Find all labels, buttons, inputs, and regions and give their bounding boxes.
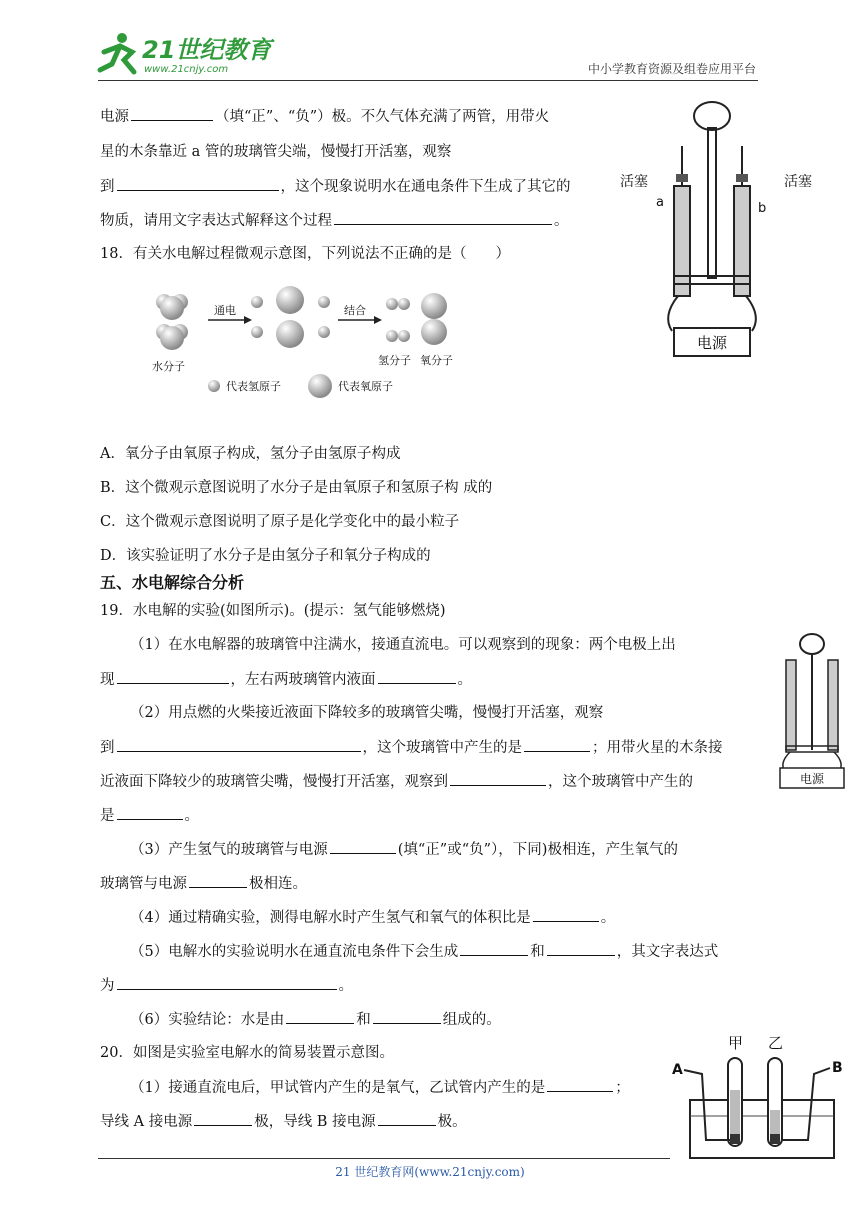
electrolyzer-figure-small: [772, 630, 852, 790]
fig1-stopcock-left-label: 活塞: [620, 174, 648, 190]
q19-p2-line1: （2）用点燃的火柴接近液面下降较多的玻璃管尖嘴，慢慢打开活塞，观察: [130, 705, 604, 721]
arrow1-label: 通电: [214, 304, 236, 317]
test-tube-electrolysis-figure: [672, 1030, 852, 1162]
q19-stem: 19．水电解的实验(如图所示)。(提示：氢气能够燃烧): [100, 603, 446, 619]
q20-p1-line1: （1）接通直流电后，甲试管内产生的是氧气，乙试管内产生的是 ；: [130, 1077, 630, 1098]
electrolysis-apparatus-figure: [612, 96, 812, 366]
q19-p6: （6）实验结论：水是由 和 组成的。: [130, 1009, 501, 1030]
runner-logo-icon: [100, 33, 134, 72]
q19-p3-line2: 玻璃管与电源 极相连。: [100, 873, 307, 894]
section-title: 五、水电解综合分析: [100, 573, 245, 592]
site-logo: [94, 30, 274, 80]
q17-line-2: 星的木条靠近 a 管的玻璃管尖端，慢慢打开活塞，观察: [100, 144, 452, 160]
water-molecule-diagram: [142, 280, 472, 400]
q19-p1-line2: 现 ，左右两玻璃管内液面 。: [100, 669, 472, 690]
label-jia: 甲: [728, 1034, 744, 1052]
q18-option-d: D．该实验证明了水分子是由氢分子和氧分子构成的: [100, 548, 431, 564]
q18-option-b: B．这个微观示意图说明了水分子是由氧原子和氢原子构 成的: [100, 480, 493, 496]
logo-url: www.21cnjy.com: [144, 64, 229, 75]
q18-stem: 18．有关水电解过程微观示意图，下列说法不正确的是（ ）: [100, 246, 510, 262]
header-divider: [98, 80, 758, 81]
label-yi: 乙: [768, 1034, 784, 1052]
fig1-stopcock-right-label: 活塞: [784, 174, 812, 190]
q18-option-a: A．氧分子由氧原子构成，氢分子由氢原子构成: [100, 446, 401, 462]
q17-line-1: 电源 （填“正”、“负”）极。不久气体充满了两管，用带火: [100, 106, 549, 127]
q19-p2-line4: 是 。: [100, 805, 199, 826]
fig1-label-b: b: [758, 201, 767, 216]
q19-p1-line1: （1）在水电解器的玻璃管中注满水，接通直流电。可以观察到的现象：两个电极上出: [130, 637, 676, 653]
label-hydrogen-molecule: 氢分子: [378, 354, 411, 367]
legend-oxygen: 代表氧原子: [338, 380, 393, 393]
q19-p2-line3: 近液面下降较少的玻璃管尖嘴，慢慢打开活塞，观察到 ，这个玻璃管中产生的: [100, 771, 693, 792]
q19-p4: （4）通过精确实验，测得电解水时产生氢气和氧气的体积比是 。: [130, 907, 615, 928]
q20-stem: 20．如图是实验室电解水的简易装置示意图。: [100, 1045, 394, 1061]
label-wire-a: A: [672, 1062, 683, 1078]
q18-option-c: C．这个微观示意图说明了原子是化学变化中的最小粒子: [100, 514, 460, 530]
label-water-molecule: 水分子: [152, 360, 185, 373]
q20-p1-line2: 导线 A 接电源 极，导线 B 接电源 极。: [100, 1111, 467, 1132]
q17-line-4: 物质，请用文字表达式解释这个过程 。: [100, 210, 569, 231]
footer-text: 21 世纪教育网(www.21cnjy.com): [335, 1165, 525, 1179]
fig1-label-a: a: [656, 195, 664, 210]
arrow2-label: 结合: [344, 304, 366, 317]
fig2-power-label: 电源: [799, 772, 825, 786]
header-platform-text: 中小学教育资源及组卷应用平台: [587, 62, 756, 76]
q19-p3-line1: （3）产生氢气的玻璃管与电源 (填“正”或“负”），下同)极相连，产生氧气的: [130, 839, 678, 860]
label-wire-b: B: [832, 1060, 843, 1076]
q17-line-3: 到 ，这个现象说明水在通电条件下生成了其它的: [100, 176, 571, 197]
q19-p2-line2: 到 ，这个玻璃管中产生的是 ；用带火星的木条接: [100, 737, 723, 758]
footer-divider: [98, 1158, 670, 1159]
fig1-power-label: 电源: [696, 334, 728, 352]
label-oxygen-molecule: 氧分子: [420, 354, 453, 367]
q19-p5-line2: 为 。: [100, 975, 353, 996]
q19-p5-line1: （5）电解水的实验说明水在通直流电条件下会生成 和 ，其文字表达式: [130, 941, 718, 962]
logo-title: 21世纪教育: [142, 36, 272, 64]
legend-hydrogen: 代表氢原子: [226, 380, 281, 393]
